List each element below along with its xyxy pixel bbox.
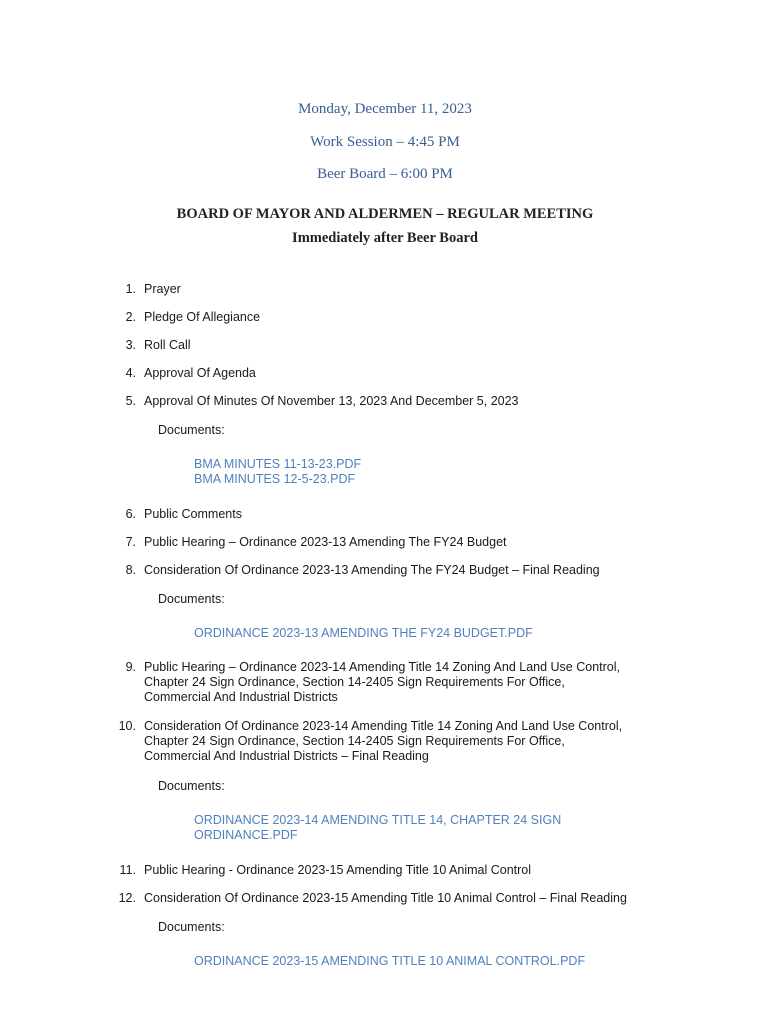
- item-text: Public Hearing - Ordinance 2023-15 Amending Title 10 Animal Control: [144, 863, 532, 877]
- item-text: Roll Call: [144, 338, 191, 352]
- meeting-subtitle: Immediately after Beer Board: [292, 230, 478, 246]
- item-number: 9.: [125, 660, 136, 674]
- documents-label: Documents:: [158, 779, 225, 793]
- item-text: Public Comments: [144, 507, 242, 521]
- document-link[interactable]: BMA MINUTES 11-13-23.PDF: [194, 457, 362, 471]
- item-text: Approval Of Agenda: [144, 366, 256, 380]
- meeting-title: BOARD OF MAYOR AND ALDERMEN – REGULAR MEETING: [176, 206, 594, 222]
- documents-label: Documents:: [158, 423, 225, 437]
- work-session-time: Work Session – 4:45 PM: [310, 134, 460, 150]
- meeting-date: Monday, December 11, 2023: [298, 101, 472, 117]
- document-link[interactable]: BMA MINUTES 12-5-23.PDF: [194, 472, 356, 486]
- item-number: 8.: [125, 563, 136, 577]
- beer-board-time: Beer Board – 6:00 PM: [317, 166, 453, 182]
- item-text: Consideration Of Ordinance 2023-15 Amending Title 10 Animal Control – Final Reading: [144, 891, 627, 905]
- item-text: Public Hearing – Ordinance 2023-14 Amending Title 14 Zoning And Land Use Control, Chapter 24 Sign Ordinance, Section 14-2405 Sign Requirements For Office, Commercial And Industrial Districts: [144, 660, 620, 704]
- document-link[interactable]: ORDINANCE 2023-14 AMENDING TITLE 14, CHAPTER 24 SIGN ORDINANCE.PDF: [194, 813, 562, 842]
- item-text: Pledge Of Allegiance: [144, 310, 261, 324]
- documents-label: Documents:: [158, 592, 225, 606]
- document-link[interactable]: ORDINANCE 2023-13 AMENDING THE FY24 BUDGET.PDF: [194, 626, 533, 640]
- item-number: 11.: [119, 863, 136, 877]
- item-number: 6.: [125, 507, 136, 521]
- document-link[interactable]: ORDINANCE 2023-15 AMENDING TITLE 10 ANIMAL CONTROL.PDF: [194, 954, 586, 968]
- documents-label: Documents:: [158, 920, 225, 934]
- item-text: Consideration Of Ordinance 2023-14 Amending Title 14 Zoning And Land Use Control, Chapter 24 Sign Ordinance, Section 14-2405 Sign Requirements For Office, Commercial And Industrial Districts – Final Reading: [144, 719, 623, 763]
- item-number: 2.: [125, 310, 136, 324]
- item-text: Public Hearing – Ordinance 2023-13 Amending The FY24 Budget: [144, 535, 507, 549]
- item-number: 5.: [125, 394, 136, 408]
- item-text: Consideration Of Ordinance 2023-13 Amending The FY24 Budget – Final Reading: [144, 563, 600, 577]
- item-number: 3.: [125, 338, 136, 352]
- item-text: Approval Of Minutes Of November 13, 2023 And December 5, 2023: [144, 394, 519, 408]
- item-number: 12.: [118, 891, 136, 905]
- item-number: 4.: [125, 366, 136, 380]
- item-text: Prayer: [144, 282, 181, 296]
- item-number: 10.: [118, 719, 136, 733]
- item-number: 1.: [125, 282, 136, 296]
- item-number: 7.: [125, 535, 136, 549]
